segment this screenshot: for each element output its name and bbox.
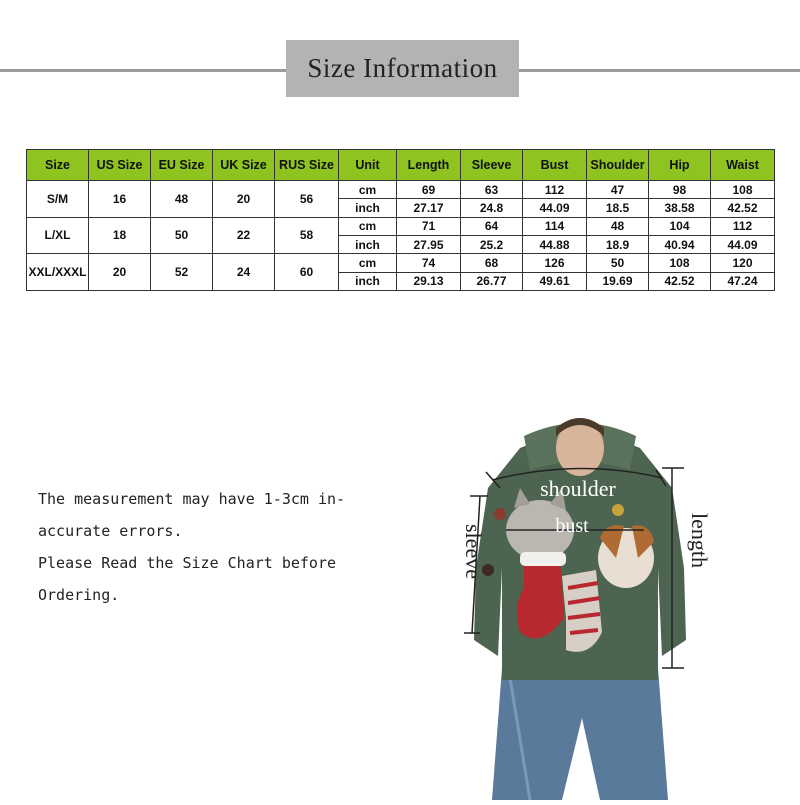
shoulder-cell: 47 — [587, 181, 649, 199]
size-cell: L/XL — [27, 217, 89, 254]
hoodie-model-figure — [440, 418, 720, 800]
shoulder-cell: 18.5 — [587, 199, 649, 217]
eu-size-cell: 48 — [151, 181, 213, 218]
column-header: Sleeve — [461, 150, 523, 181]
eu-size-cell: 50 — [151, 217, 213, 254]
bust-cell: 49.61 — [523, 272, 587, 290]
waist-cell: 47.24 — [711, 272, 775, 290]
ornament — [612, 504, 624, 516]
length-cell: 27.95 — [397, 235, 461, 253]
length-cell: 74 — [397, 254, 461, 272]
column-header: Shoulder — [587, 150, 649, 181]
column-header: Size — [27, 150, 89, 181]
uk-size-cell: 20 — [213, 181, 275, 218]
size-chart-table — [26, 149, 775, 291]
sleeve-cell: 64 — [461, 217, 523, 235]
bust-cell: 114 — [523, 217, 587, 235]
bust-cell: 112 — [523, 181, 587, 199]
unit-cell: cm — [339, 254, 397, 272]
sleeve-cell: 26.77 — [461, 272, 523, 290]
unit-cell: inch — [339, 235, 397, 253]
shoulder-label: shoulder — [540, 476, 616, 501]
hip-cell: 40.94 — [649, 235, 711, 253]
length-cell: 71 — [397, 217, 461, 235]
bust-cell: 44.09 — [523, 199, 587, 217]
hoodie-illustration — [440, 418, 720, 800]
uk-size-cell: 22 — [213, 217, 275, 254]
us-size-cell: 20 — [89, 254, 151, 291]
note-line: Ordering. — [38, 586, 120, 604]
sleeve-cell: 24.8 — [461, 199, 523, 217]
waist-cell: 42.52 — [711, 199, 775, 217]
table-row — [27, 217, 775, 235]
table-header-row — [27, 150, 775, 181]
column-header: Waist — [711, 150, 775, 181]
note-line: accurate errors. — [38, 522, 183, 540]
length-cell: 27.17 — [397, 199, 461, 217]
unit-cell: cm — [339, 181, 397, 199]
eu-size-cell: 52 — [151, 254, 213, 291]
hip-cell: 104 — [649, 217, 711, 235]
waist-cell: 108 — [711, 181, 775, 199]
note-line: Please Read the Size Chart before — [38, 554, 337, 572]
ornament — [494, 508, 506, 520]
size-cell: XXL/XXXL — [27, 254, 89, 291]
note-line: The measurement may have 1-3cm in- — [38, 490, 346, 508]
column-header: Hip — [649, 150, 711, 181]
rus-size-cell: 60 — [275, 254, 339, 291]
hip-cell: 98 — [649, 181, 711, 199]
stocking-cuff — [520, 552, 566, 566]
bust-cell: 44.88 — [523, 235, 587, 253]
table-row — [27, 181, 775, 199]
uk-size-cell: 24 — [213, 254, 275, 291]
sleeve-cell: 68 — [461, 254, 523, 272]
column-header: Bust — [523, 150, 587, 181]
measurement-note — [38, 483, 398, 611]
waist-cell: 120 — [711, 254, 775, 272]
bust-label: bust — [555, 515, 589, 537]
table-row — [27, 254, 775, 272]
shoulder-cell: 48 — [587, 217, 649, 235]
column-header: EU Size — [151, 150, 213, 181]
length-cell: 29.13 — [397, 272, 461, 290]
length-cell: 69 — [397, 181, 461, 199]
sleeve-cell: 25.2 — [461, 235, 523, 253]
bust-cell: 126 — [523, 254, 587, 272]
shoulder-cell: 18.9 — [587, 235, 649, 253]
hip-cell: 108 — [649, 254, 711, 272]
column-header: Length — [397, 150, 461, 181]
hip-cell: 38.58 — [649, 199, 711, 217]
sleeve-label: sleeve — [461, 524, 486, 579]
shoulder-cell: 50 — [587, 254, 649, 272]
shoulder-cell: 19.69 — [587, 272, 649, 290]
us-size-cell: 18 — [89, 217, 151, 254]
length-label: length — [687, 513, 712, 568]
sleeve-cell: 63 — [461, 181, 523, 199]
page-title: Size Information — [286, 40, 519, 97]
hip-cell: 42.52 — [649, 272, 711, 290]
column-header: RUS Size — [275, 150, 339, 181]
column-header: UK Size — [213, 150, 275, 181]
unit-cell: inch — [339, 199, 397, 217]
waist-cell: 112 — [711, 217, 775, 235]
waist-cell: 44.09 — [711, 235, 775, 253]
rus-size-cell: 58 — [275, 217, 339, 254]
unit-cell: inch — [339, 272, 397, 290]
column-header: US Size — [89, 150, 151, 181]
column-header: Unit — [339, 150, 397, 181]
size-cell: S/M — [27, 181, 89, 218]
unit-cell: cm — [339, 217, 397, 235]
us-size-cell: 16 — [89, 181, 151, 218]
rus-size-cell: 56 — [275, 181, 339, 218]
